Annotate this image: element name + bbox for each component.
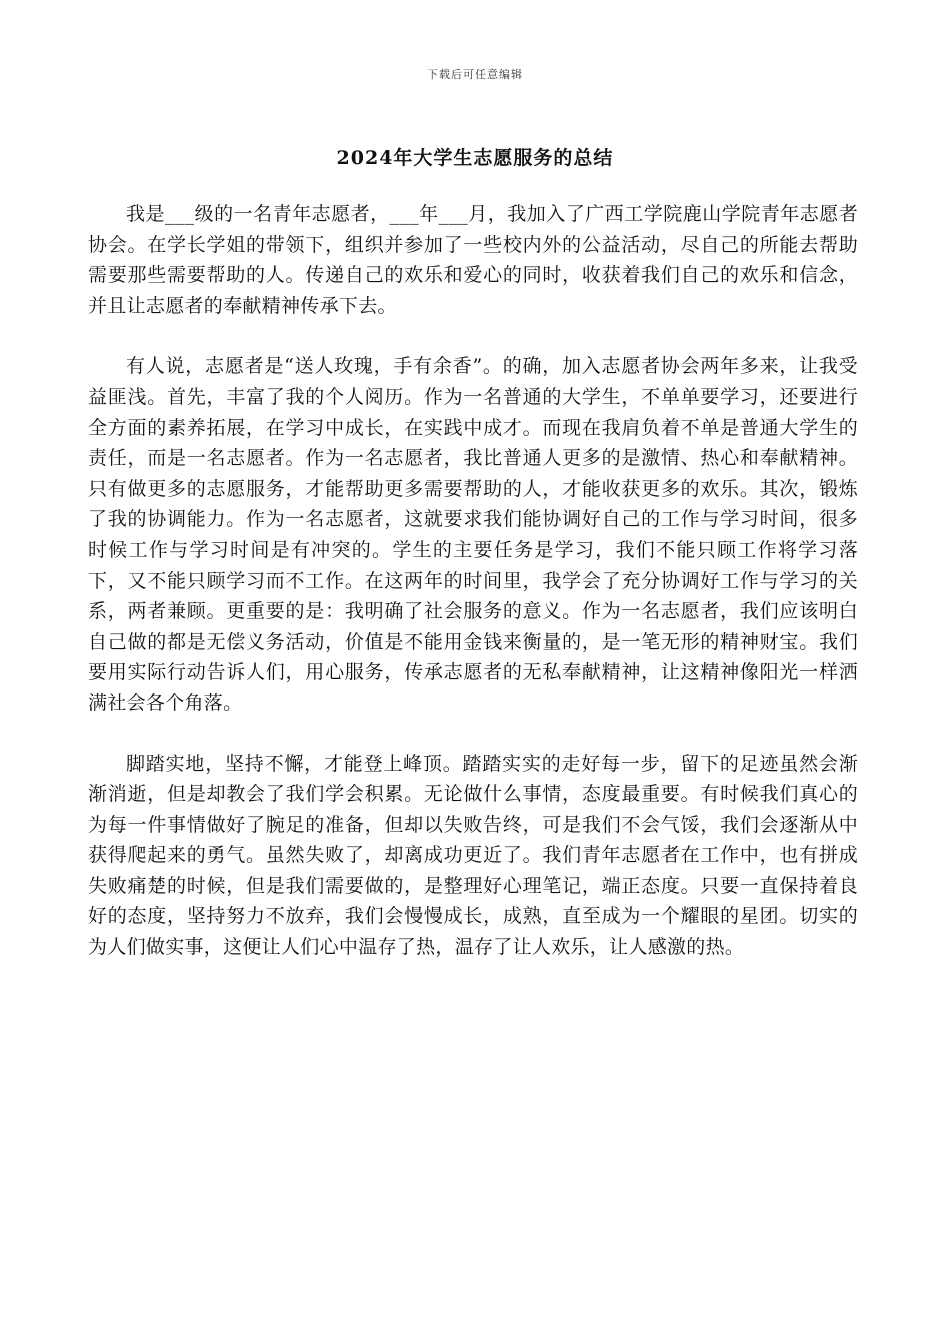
paragraph-1: 我是___级的一名青年志愿者，___年___月，我加入了广西工学院鹿山学院青年志愿者协会。在学长学姐的带领下，组织并参加了一些校内外的公益活动，尽自己的所能去帮助需要那些需要帮助的人。传递自己的欢乐和爱心的同时，收获着我们自己的欢乐和信念，并且让志愿者的奉献精神传承下去。 <box>88 203 858 317</box>
header-note: 下载后可任意编辑 <box>427 68 523 81</box>
document-title: 2024年大学生志愿服务的总结 <box>336 147 614 169</box>
paragraph-3: 脚踏实地，坚持不懈，才能登上峰顶。踏踏实实的走好每一步，留下的足迹虽然会渐渐消逝，但是却教会了我们学会积累。无论做什么事情，态度最重要。有时候我们真心的为每一件事情做好了腕足的准备，但却以失败告终，可是我们不会气馁，我们会逐渐从中获得爬起来的勇气。虽然失败了，却离成功更近了。我们青年志愿者在工作中，也有拼成失败痛楚的时候，但是我们需要做的，是整理好心理笔记，端正态度。只要一直保持着良好的态度，坚持努力不放弃，我们会慢慢成长，成熟，直至成为一个耀眼的星团。切实的为人们做实事，这便让人们心中温存了热，温存了让人欢乐，让人感激的热。 <box>88 752 858 959</box>
document-body <box>88 199 858 993</box>
paragraph-2: 有人说，志愿者是“送人玫瑰，手有余香”。的确，加入志愿者协会两年多来，让我受益匪浅。首先，丰富了我的个人阅历。作为一名普通的大学生，不单单要学习，还要进行全方面的素养拓展，在学习中成长，在实践中成才。而现在我肩负着不单是普通大学生的责任，而是一名志愿者。作为一名志愿者，我比普通人更多的是激情、热心和奉献精神。只有做更多的志愿服务，才能帮助更多需要帮助的人，才能收获更多的欢乐。其次，锻炼了我的协调能力。作为一名志愿者，这就要求我们能协调好自己的工作与学习时间，很多时候工作与学习时间是有冲突的。学生的主要任务是学习，我们不能只顾工作将学习落下，又不能只顾学习而不工作。在这两年的时间里，我学会了充分协调好工作与学习的关系，两者兼顾。更重要的是：我明确了社会服务的意义。作为一名志愿者，我们应该明白自己做的都是无偿义务活动，价值是不能用金钱来衡量的，是一笔无形的精神财宝。我们要用实际行动告诉人们，用心服务，传承志愿者的无私奉献精神，让这精神像阳光一样洒满社会各个角落。 <box>88 355 858 714</box>
